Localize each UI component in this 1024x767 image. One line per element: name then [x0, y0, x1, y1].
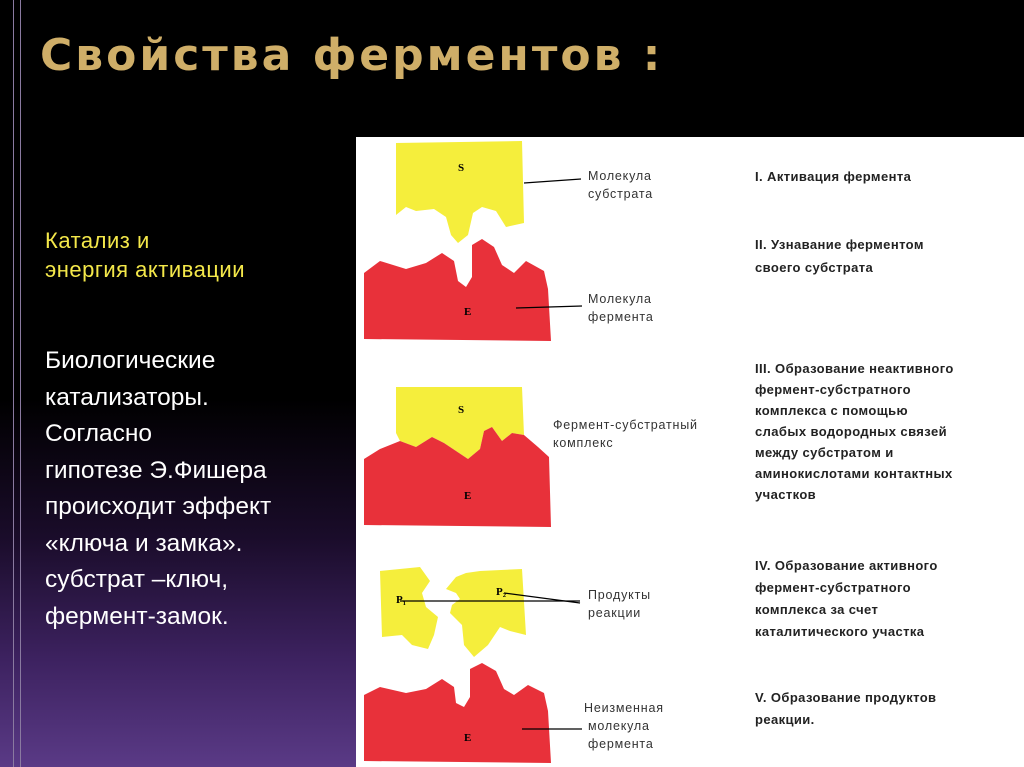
product-2-shape — [446, 569, 526, 657]
slide-edge-line-left — [13, 0, 14, 767]
left-heading-line: энергия активации — [45, 257, 246, 282]
label-substrate-molecule: субстрата — [588, 187, 654, 201]
step-4-line: фермент-субстратного — [755, 580, 912, 595]
step-4-line: каталитического участка — [755, 624, 925, 639]
enzyme-mark: E — [464, 732, 472, 744]
step-3-line: участков — [755, 487, 817, 502]
step-3-line: аминокислотами контактных — [755, 466, 953, 481]
substrate-molecule-shape — [396, 141, 524, 243]
step-2-line: II. Узнавание ферментом — [755, 237, 924, 252]
label-products: реакции — [588, 606, 642, 620]
enzyme-mark: E — [464, 306, 472, 318]
step-3-line: III. Образование неактивного — [755, 361, 954, 376]
enzyme-diagram-panel — [356, 137, 1024, 767]
body-line: происходит эффект — [45, 493, 272, 520]
body-line: Согласно — [45, 420, 153, 447]
label-unchanged-enzyme: Неизменная — [584, 701, 664, 715]
label-enzyme-molecule: Молекула — [588, 292, 652, 306]
body-line: катализаторы. — [45, 383, 209, 411]
step-5-line: реакции. — [755, 712, 815, 727]
step-1-line: I. Активация фермента — [755, 169, 912, 184]
substrate-mark: S — [458, 162, 465, 174]
step-4-line: IV. Образование активного — [755, 558, 938, 573]
body-line: «ключа и замка». — [45, 529, 243, 557]
label-unchanged-enzyme: молекула — [588, 719, 650, 733]
label-complex: комплекс — [553, 436, 614, 450]
product-1-shape — [380, 567, 438, 649]
enzyme-molecule-shape — [364, 239, 551, 341]
step-3-line: слабых водородных связей — [755, 424, 947, 439]
body-line: гипотезе Э.Фишера — [45, 456, 267, 484]
product-2-mark: P₂ — [496, 586, 507, 598]
label-substrate-molecule: Молекула — [588, 169, 652, 183]
enzyme-diagram — [356, 137, 1024, 767]
body-line: фермент-замок. — [45, 602, 229, 630]
step-3-line: между субстратом и — [755, 445, 894, 460]
step-3-line: фермент-субстратного — [755, 382, 912, 397]
step-5-line: V. Образование продуктов — [755, 690, 937, 705]
substrate-mark: S — [458, 404, 465, 416]
label-enzyme-molecule: фермента — [588, 310, 654, 324]
step-4-line: комплекса за счет — [755, 602, 879, 617]
label-products: Продукты — [588, 588, 651, 602]
body-line: субстрат –ключ, — [45, 566, 229, 593]
label-unchanged-enzyme: фермента — [588, 737, 654, 751]
slide-edge-line-right — [20, 0, 21, 767]
body-line: Биологические — [45, 347, 216, 374]
left-heading — [45, 226, 245, 284]
slide-title: Свойства ферментов : — [40, 30, 664, 81]
left-heading-line: Катализ и — [45, 228, 150, 253]
step-3-line: комплекса с помощью — [755, 403, 908, 418]
left-body-text — [45, 343, 271, 635]
pointer-line — [524, 179, 581, 183]
label-complex: Фермент-субстратный — [553, 418, 698, 432]
product-1-mark: P₁ — [396, 594, 407, 606]
enzyme-mark: E — [464, 490, 472, 502]
step-2-line: своего субстрата — [755, 260, 874, 275]
unchanged-enzyme-shape — [364, 663, 551, 763]
